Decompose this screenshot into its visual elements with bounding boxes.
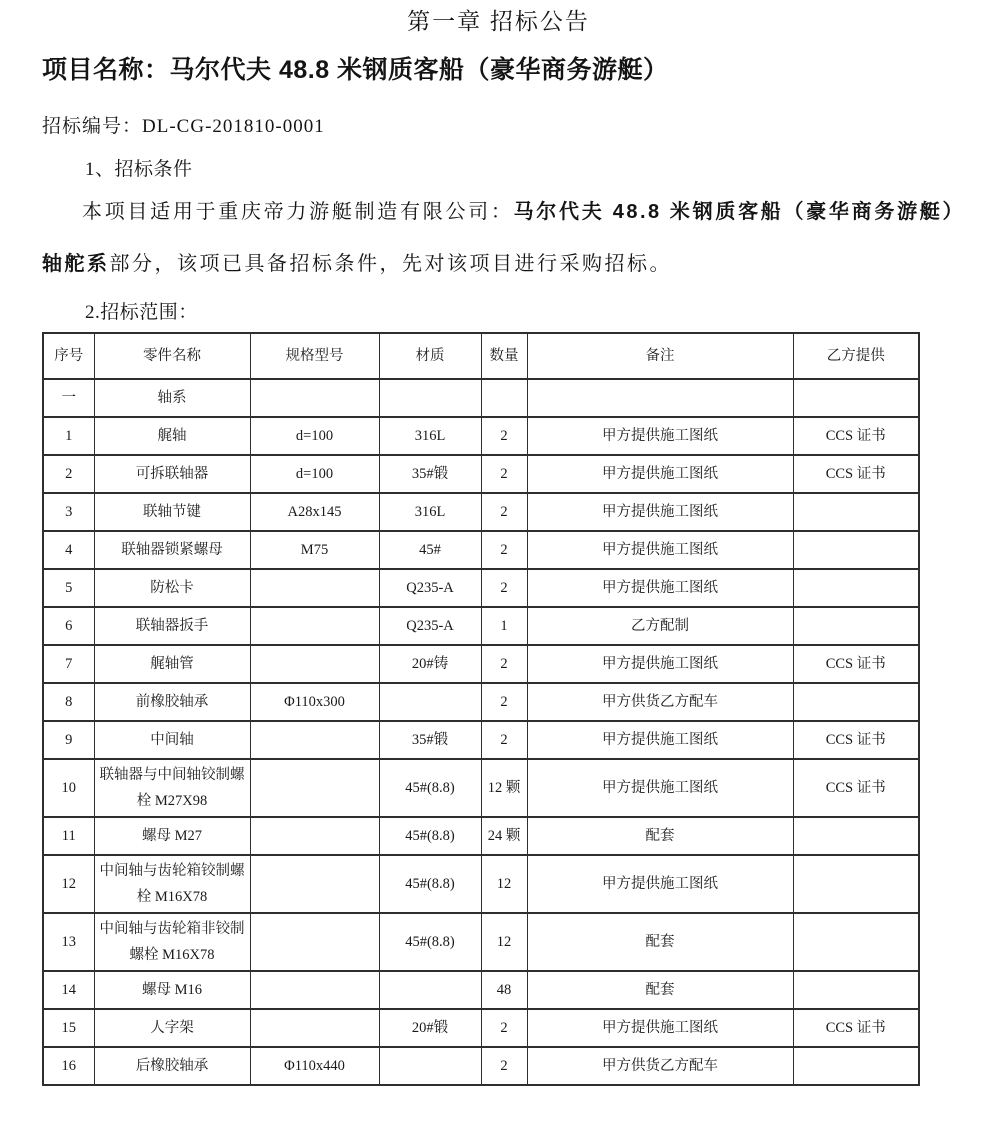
table-row — [43, 379, 919, 417]
table-row — [43, 607, 919, 645]
table-cell: 20#锻 — [379, 1009, 481, 1047]
table-cell: 艉轴管 — [94, 645, 250, 683]
table-cell: 35#锻 — [379, 721, 481, 759]
bid-number-line — [42, 111, 325, 138]
table-row — [43, 493, 919, 531]
table-header-row — [43, 333, 919, 379]
table-cell — [250, 569, 379, 607]
table-cell — [793, 855, 919, 913]
table-cell: M75 — [250, 531, 379, 569]
table-cell: 甲方提供施工图纸 — [527, 1009, 793, 1047]
table-cell: 2 — [481, 1047, 527, 1085]
table-row — [43, 455, 919, 493]
table-cell: 可拆联轴器 — [94, 455, 250, 493]
table-cell: 1 — [481, 607, 527, 645]
project-name-heading: 项目名称：马尔代夫 48.8 米钢质客船（豪华商务游艇） — [42, 56, 669, 84]
table-cell: 甲方提供施工图纸 — [527, 759, 793, 817]
table-cell — [481, 379, 527, 417]
table-row — [43, 721, 919, 759]
table-cell: 12 — [481, 855, 527, 913]
table-cell — [250, 1009, 379, 1047]
table-cell: 12 — [43, 855, 94, 913]
table-cell: 35#锻 — [379, 455, 481, 493]
table-cell: 45#(8.8) — [379, 855, 481, 913]
table-cell — [793, 913, 919, 971]
table-cell: 8 — [43, 683, 94, 721]
table-cell: 中间轴 — [94, 721, 250, 759]
parts-table-body — [43, 379, 919, 1085]
table-cell — [250, 645, 379, 683]
table-cell — [527, 379, 793, 417]
table-row — [43, 913, 919, 971]
table-cell — [793, 683, 919, 721]
table-cell — [250, 379, 379, 417]
table-cell: 2 — [481, 721, 527, 759]
table-row — [43, 971, 919, 1009]
table-cell: Φ110x300 — [250, 683, 379, 721]
table-cell: 1 — [43, 417, 94, 455]
table-row — [43, 531, 919, 569]
table-cell: 45#(8.8) — [379, 817, 481, 855]
column-header-party-b: 乙方提供 — [793, 333, 919, 379]
column-header-quantity: 数量 — [481, 333, 527, 379]
table-cell: 2 — [481, 531, 527, 569]
table-cell: 防松卡 — [94, 569, 250, 607]
table-cell — [379, 1047, 481, 1085]
table-cell: 甲方提供施工图纸 — [527, 721, 793, 759]
table-row — [43, 569, 919, 607]
table-cell: 2 — [43, 455, 94, 493]
table-cell: 3 — [43, 493, 94, 531]
table-cell: 甲方提供施工图纸 — [527, 531, 793, 569]
table-row — [43, 1009, 919, 1047]
table-cell: 2 — [481, 645, 527, 683]
table-cell: 甲方提供施工图纸 — [527, 855, 793, 913]
table-cell: 7 — [43, 645, 94, 683]
table-cell: CCS 证书 — [793, 759, 919, 817]
table-cell: 甲方提供施工图纸 — [527, 417, 793, 455]
table-cell: 316L — [379, 493, 481, 531]
table-cell — [250, 971, 379, 1009]
column-header-seq: 序号 — [43, 333, 94, 379]
table-cell — [250, 913, 379, 971]
table-cell: 甲方供货乙方配车 — [527, 683, 793, 721]
table-cell: CCS 证书 — [793, 1009, 919, 1047]
column-header-spec: 规格型号 — [250, 333, 379, 379]
table-cell: 24 颗 — [481, 817, 527, 855]
table-cell: 配套 — [527, 913, 793, 971]
table-cell: CCS 证书 — [793, 455, 919, 493]
table-cell — [793, 607, 919, 645]
table-cell: 10 — [43, 759, 94, 817]
paragraph-text-tail: 部分，该项已具备招标条件，先对该项目进行采购招标。 — [109, 253, 672, 275]
table-cell: Q235-A — [379, 569, 481, 607]
table-cell: 2 — [481, 683, 527, 721]
paragraph-text-lead: 本项目适用于重庆帝力游艇制造有限公司： — [82, 201, 514, 223]
table-cell: 联轴节键 — [94, 493, 250, 531]
table-cell: 甲方提供施工图纸 — [527, 569, 793, 607]
table-cell: 4 — [43, 531, 94, 569]
table-cell — [793, 971, 919, 1009]
table-cell: 甲方提供施工图纸 — [527, 455, 793, 493]
column-header-remarks: 备注 — [527, 333, 793, 379]
table-cell — [250, 855, 379, 913]
table-cell: 12 颗 — [481, 759, 527, 817]
table-cell: 14 — [43, 971, 94, 1009]
table-cell: 甲方提供施工图纸 — [527, 645, 793, 683]
table-cell: 2 — [481, 455, 527, 493]
bid-number-value: DL-CG-201810-0001 — [142, 116, 325, 137]
table-cell: 2 — [481, 493, 527, 531]
table-cell: 配套 — [527, 817, 793, 855]
parts-table — [42, 332, 920, 1086]
table-cell: 11 — [43, 817, 94, 855]
table-cell — [250, 607, 379, 645]
table-cell: 12 — [481, 913, 527, 971]
table-cell — [250, 721, 379, 759]
table-row — [43, 417, 919, 455]
table-cell: d=100 — [250, 455, 379, 493]
table-cell: 45#(8.8) — [379, 913, 481, 971]
table-row — [43, 683, 919, 721]
table-cell: 9 — [43, 721, 94, 759]
table-cell: CCS 证书 — [793, 417, 919, 455]
table-cell: 6 — [43, 607, 94, 645]
table-cell: 艉轴 — [94, 417, 250, 455]
table-cell: 48 — [481, 971, 527, 1009]
table-cell — [793, 493, 919, 531]
table-cell: 后橡胶轴承 — [94, 1047, 250, 1085]
table-cell: 316L — [379, 417, 481, 455]
section-1-heading: 1、招标条件 — [85, 159, 193, 180]
table-cell — [250, 759, 379, 817]
table-cell: 甲方提供施工图纸 — [527, 493, 793, 531]
table-cell: 5 — [43, 569, 94, 607]
table-cell — [250, 817, 379, 855]
table-cell: 联轴器与中间轴铰制螺栓 M27X98 — [94, 759, 250, 817]
table-row — [43, 1047, 919, 1085]
chapter-title: 第一章 招标公告 — [407, 9, 590, 34]
table-cell: 13 — [43, 913, 94, 971]
table-row — [43, 759, 919, 817]
table-cell: 螺母 M16 — [94, 971, 250, 1009]
table-cell — [793, 379, 919, 417]
intro-paragraph — [42, 186, 955, 290]
table-cell: 前橡胶轴承 — [94, 683, 250, 721]
table-cell: 45#(8.8) — [379, 759, 481, 817]
column-header-part-name: 零件名称 — [94, 333, 250, 379]
table-row — [43, 645, 919, 683]
paragraph-bold-project-name: 马尔代夫 48.8 米钢质客船（豪华商务游艇）轴舵系 — [42, 201, 956, 275]
table-cell: 甲方供货乙方配车 — [527, 1047, 793, 1085]
table-cell: 联轴器锁紧螺母 — [94, 531, 250, 569]
column-header-material: 材质 — [379, 333, 481, 379]
table-cell: 人字架 — [94, 1009, 250, 1047]
table-cell: 2 — [481, 569, 527, 607]
table-cell — [379, 379, 481, 417]
table-cell: Φ110x440 — [250, 1047, 379, 1085]
table-cell: CCS 证书 — [793, 721, 919, 759]
table-cell: A28x145 — [250, 493, 379, 531]
table-cell: 轴系 — [94, 379, 250, 417]
table-cell: 20#铸 — [379, 645, 481, 683]
table-cell — [793, 1047, 919, 1085]
section-2-heading: 2.招标范围： — [85, 302, 198, 323]
table-cell: 一 — [43, 379, 94, 417]
table-cell: 2 — [481, 1009, 527, 1047]
table-cell — [379, 971, 481, 1009]
table-cell: 螺母 M27 — [94, 817, 250, 855]
table-cell — [793, 531, 919, 569]
table-cell: 中间轴与齿轮箱非铰制螺栓 M16X78 — [94, 913, 250, 971]
table-cell: 联轴器扳手 — [94, 607, 250, 645]
table-cell: 乙方配制 — [527, 607, 793, 645]
table-cell: Q235-A — [379, 607, 481, 645]
table-cell — [379, 683, 481, 721]
table-cell: 45# — [379, 531, 481, 569]
table-cell: 15 — [43, 1009, 94, 1047]
table-row — [43, 817, 919, 855]
table-cell — [793, 569, 919, 607]
table-cell: 16 — [43, 1047, 94, 1085]
table-cell: 2 — [481, 417, 527, 455]
table-cell: CCS 证书 — [793, 645, 919, 683]
table-row — [43, 855, 919, 913]
bid-number-label: 招标编号： — [42, 116, 143, 137]
table-cell — [793, 817, 919, 855]
table-cell: d=100 — [250, 417, 379, 455]
table-cell: 配套 — [527, 971, 793, 1009]
table-cell: 中间轴与齿轮箱铰制螺栓 M16X78 — [94, 855, 250, 913]
